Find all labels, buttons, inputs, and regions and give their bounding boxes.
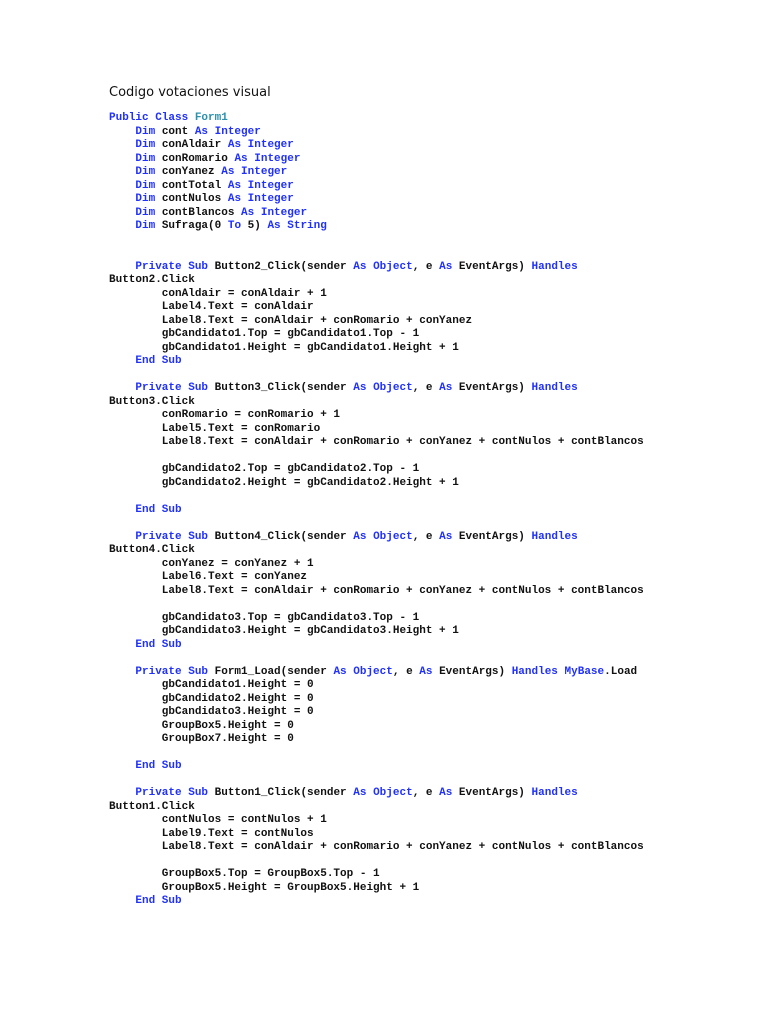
code-line (109, 787, 749, 801)
code-line (109, 679, 749, 693)
code-line (109, 652, 749, 666)
code-line (109, 180, 749, 194)
code-keyword: As (419, 665, 433, 678)
code-keyword: Handles (511, 665, 558, 678)
code-line (109, 463, 749, 477)
code-text: Label4.Text = conAldair (109, 301, 314, 313)
code-line (109, 301, 749, 315)
code-text: Button1.Click (109, 800, 195, 813)
code-keyword: Dim (135, 193, 156, 205)
code-line (109, 328, 749, 342)
code-keyword: As (439, 787, 453, 799)
code-keyword: As (439, 260, 453, 273)
code-keyword: As (439, 382, 453, 394)
code-line (109, 585, 749, 599)
code-text: Label8.Text = conAldair + conRomario + conYanez (109, 314, 473, 327)
code-text: Label9.Text = contNulos (109, 827, 314, 840)
code-line (109, 666, 749, 680)
code-text: contNulos (155, 193, 228, 205)
code-line (109, 234, 749, 248)
code-keyword: End Sub (135, 355, 182, 367)
code-line (109, 828, 749, 842)
code-text: gbCandidato2.Height = 0 (109, 692, 314, 705)
code-keyword: Handles (531, 382, 578, 394)
code-line (109, 814, 749, 828)
code-line (109, 517, 749, 531)
code-text: contTotal (155, 179, 228, 192)
code-line (109, 450, 749, 464)
code-line (109, 868, 749, 882)
code-text (109, 639, 135, 651)
code-text (109, 760, 135, 772)
code-keyword: Dim (135, 166, 156, 178)
code-text: GroupBox7.Height = 0 (109, 733, 294, 745)
code-keyword: Private Sub (135, 382, 209, 394)
code-keyword: As Integer (221, 166, 288, 178)
code-text: Button4.Click (109, 544, 195, 556)
code-text (109, 666, 135, 678)
code-text: , e (412, 530, 440, 543)
code-text: conYanez (155, 166, 222, 178)
code-line (109, 882, 749, 896)
code-keyword: To (227, 220, 242, 232)
code-text (109, 153, 135, 165)
code-line (109, 639, 749, 653)
code-keyword: As Object (353, 382, 413, 394)
code-line (109, 895, 749, 909)
code-text: Button3.Click (109, 395, 195, 408)
code-line (109, 126, 749, 140)
code-line (109, 504, 749, 518)
code-text: Button3_Click(sender (208, 382, 354, 394)
code-text: gbCandidato3.Height = 0 (109, 706, 314, 718)
code-text (109, 504, 135, 516)
code-text (109, 207, 135, 219)
code-keyword: MyBase (564, 665, 605, 678)
code-line (109, 855, 749, 869)
code-text: Form1_Load(sender (208, 665, 334, 678)
code-line (109, 571, 749, 585)
code-line (109, 396, 749, 410)
code-text: EventArgs) (452, 530, 532, 543)
code-text: Button2_Click(sender (208, 260, 354, 273)
code-text: Button4_Click(sender (208, 530, 354, 543)
code-keyword: Public Class (109, 112, 195, 124)
code-type-name: Form1 (194, 112, 228, 124)
code-keyword: Dim (135, 125, 156, 138)
code-line (109, 544, 749, 558)
code-line (109, 382, 749, 396)
code-text: EventArgs) (452, 382, 532, 394)
code-keyword: As Object (353, 260, 413, 273)
code-text: , e (412, 382, 440, 394)
code-text: cont (155, 125, 195, 138)
code-line (109, 166, 749, 180)
code-line (109, 693, 749, 707)
code-keyword: Dim (135, 206, 156, 219)
code-line (109, 706, 749, 720)
code-line (109, 733, 749, 747)
code-keyword: Dim (135, 179, 156, 192)
code-text: Button2.Click (109, 274, 195, 286)
code-text (109, 895, 135, 907)
code-block (109, 112, 749, 909)
code-line (109, 342, 749, 356)
code-keyword: As Object (353, 787, 413, 799)
code-keyword: Dim (135, 220, 156, 232)
code-keyword: As (439, 530, 453, 543)
code-text: gbCandidato2.Height = gbCandidato2.Height + 1 (109, 476, 459, 489)
code-text: gbCandidato3.Top = gbCandidato3.Top - 1 (109, 611, 420, 624)
code-text: gbCandidato1.Height = gbCandidato1.Height + 1 (109, 341, 459, 354)
code-line (109, 558, 749, 572)
code-keyword: Handles (531, 530, 578, 543)
code-text: , e (412, 787, 440, 799)
code-line (109, 193, 749, 207)
document-title: Codigo votaciones visual (109, 85, 271, 100)
code-text: conAldair (155, 139, 228, 151)
code-text: conAldair = conAldair + 1 (109, 287, 327, 300)
code-text (109, 787, 135, 799)
code-text (109, 166, 135, 178)
code-keyword: As Integer (227, 193, 294, 205)
code-keyword: As Integer (194, 125, 261, 138)
code-line (109, 153, 749, 167)
code-text (109, 220, 135, 232)
code-keyword: Private Sub (135, 787, 209, 799)
code-text: contBlancos (155, 206, 242, 219)
code-text: Label6.Text = conYanez (109, 571, 308, 583)
code-keyword: Handles (531, 260, 578, 273)
code-line (109, 369, 749, 383)
code-line (109, 490, 749, 504)
code-text (109, 261, 135, 273)
code-line (109, 612, 749, 626)
code-keyword: As String (267, 220, 327, 232)
code-line (109, 355, 749, 369)
code-text: EventArgs) (452, 260, 532, 273)
code-text (109, 180, 135, 192)
code-text: conYanez = conYanez + 1 (109, 557, 314, 570)
code-text: GroupBox5.Top = GroupBox5.Top - 1 (109, 868, 380, 880)
code-keyword: As Object (353, 530, 413, 543)
code-keyword: As Integer (227, 179, 294, 192)
code-text (109, 139, 135, 151)
code-text (558, 666, 565, 678)
code-text: GroupBox5.Height = 0 (109, 719, 294, 732)
code-keyword: Private Sub (135, 530, 209, 543)
code-line (109, 774, 749, 788)
code-text: gbCandidato1.Top = gbCandidato1.Top - 1 (109, 328, 420, 340)
code-line (109, 315, 749, 329)
code-text: gbCandidato1.Height = 0 (109, 679, 314, 691)
code-text: Label8.Text = conAldair + conRomario + conYanez + contNulos + contBlancos (109, 841, 644, 853)
code-text: conRomario = conRomario + 1 (109, 409, 341, 421)
code-keyword: Dim (135, 139, 156, 151)
code-line (109, 261, 749, 275)
code-text: Label8.Text = conAldair + conRomario + conYanez + contNulos + contBlancos (109, 436, 644, 448)
code-line (109, 207, 749, 221)
code-keyword: Dim (135, 152, 156, 165)
code-text: , e (412, 260, 440, 273)
code-line (109, 720, 749, 734)
code-text: Label8.Text = conAldair + conRomario + conYanez + contNulos + contBlancos (109, 584, 644, 597)
code-keyword: End Sub (135, 760, 182, 772)
code-text: , e (392, 665, 420, 678)
code-line (109, 112, 749, 126)
code-line (109, 409, 749, 423)
code-line (109, 220, 749, 234)
code-keyword: End Sub (135, 638, 182, 651)
code-text (109, 355, 135, 367)
code-text: conRomario (155, 152, 235, 165)
code-text: gbCandidato2.Top = gbCandidato2.Top - 1 (109, 463, 420, 475)
code-text (109, 126, 135, 138)
code-keyword: Handles (531, 787, 578, 799)
code-text (109, 531, 135, 543)
code-text (109, 193, 135, 205)
code-text: EventArgs) (452, 787, 532, 799)
code-text: gbCandidato3.Height = gbCandidato3.Height + 1 (109, 625, 459, 637)
code-line (109, 625, 749, 639)
code-text (109, 382, 135, 394)
code-line (109, 274, 749, 288)
code-line (109, 531, 749, 545)
code-keyword: As Integer (227, 139, 294, 151)
code-text: EventArgs) (432, 665, 512, 678)
code-text: Button1_Click(sender (208, 787, 354, 799)
code-line (109, 139, 749, 153)
code-text: Label5.Text = conRomario (109, 422, 321, 435)
code-keyword: End Sub (135, 895, 182, 907)
code-text: .Load (604, 665, 638, 678)
code-line (109, 598, 749, 612)
code-line (109, 760, 749, 774)
code-text: 5) (241, 220, 268, 232)
code-keyword: As Integer (234, 152, 301, 165)
code-line (109, 841, 749, 855)
code-text: Sufraga(0 (155, 220, 228, 232)
code-keyword: Private Sub (135, 260, 209, 273)
code-keyword: As Integer (241, 206, 308, 219)
code-text: contNulos = contNulos + 1 (109, 814, 327, 826)
code-line (109, 423, 749, 437)
code-keyword: Private Sub (135, 665, 209, 678)
code-line (109, 288, 749, 302)
code-keyword: End Sub (135, 503, 182, 516)
code-text: GroupBox5.Height = GroupBox5.Height + 1 (109, 881, 420, 894)
code-line (109, 801, 749, 815)
code-keyword: As Object (333, 665, 393, 678)
code-line (109, 247, 749, 261)
code-line (109, 477, 749, 491)
code-line (109, 747, 749, 761)
code-line (109, 436, 749, 450)
